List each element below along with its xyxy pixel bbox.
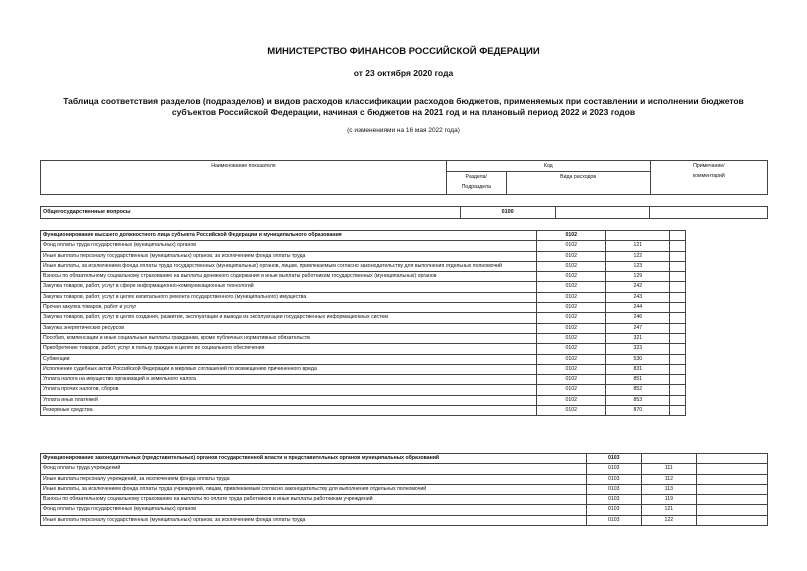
row-name: Субвенции [41, 354, 537, 364]
row-name: Исполнение судебных актов Российской Федерации и мировых соглашений по возмещению причиненного вреда [41, 364, 537, 374]
row-name: Фонд оплаты труда государственных (муниципальных) органов [41, 241, 537, 251]
row-expense-code: 122 [641, 515, 696, 525]
row-name: Иные выплаты, за исключением фонда оплаты труда государственных (муниципальных) органов, лицам, привлекаемым согласно законодательству для выполнения отдельных полномочий [41, 261, 537, 271]
row-note [670, 364, 686, 374]
section-expense [555, 207, 649, 219]
row-expense-code: 243 [606, 292, 670, 302]
row-note [670, 385, 686, 395]
block-0102-table [40, 230, 686, 416]
table-row [41, 464, 768, 474]
row-expense-code: 129 [606, 272, 670, 282]
row-name: Уплата иных платежей [41, 395, 537, 405]
row-expense-code: 530 [606, 354, 670, 364]
header-table [40, 160, 768, 195]
row-note [696, 515, 767, 525]
table-row [41, 313, 686, 323]
block-code: 0102 [537, 231, 606, 241]
amendment-note: (с изменениями на 16 мая 2022 года) [347, 127, 460, 134]
row-name: Пособия, компенсации и иные социальные выплаты гражданам, кроме публичных нормативных обязательств [41, 333, 537, 343]
row-name: Фонд оплаты труда учреждений [41, 464, 587, 474]
table-row [41, 395, 686, 405]
table-row [41, 354, 686, 364]
row-name: Закупка товаров, работ, услуг в сфере информационно-коммуникационных технологий [41, 282, 537, 292]
row-note [696, 495, 767, 505]
row-expense-code: 242 [606, 282, 670, 292]
row-section-code: 0102 [537, 303, 606, 313]
table-row [41, 261, 686, 271]
table-row [41, 385, 686, 395]
row-section-code: 0102 [537, 261, 606, 271]
document-title: Таблица соответствия разделов (подразделов) и видов расходов классификации расходов бюджетов, применяемых при составлении и исполнении бюджетов субъектов Российской Федерации, начиная с бюджетов на 2021 год и на плановый период 2022 и 2023 годов [63, 96, 744, 117]
row-section-code: 0102 [537, 344, 606, 354]
row-section-code: 0103 [586, 515, 641, 525]
row-section-code: 0102 [537, 251, 606, 261]
row-section-code: 0103 [586, 464, 641, 474]
row-name: Прочая закупка товаров, работ и услуг [41, 303, 537, 313]
row-note [670, 375, 686, 385]
section-note [649, 207, 767, 219]
table-row [41, 495, 768, 505]
block-note [670, 231, 686, 241]
row-note [670, 313, 686, 323]
row-section-code: 0103 [586, 495, 641, 505]
row-section-code: 0102 [537, 272, 606, 282]
row-expense-code: 321 [606, 333, 670, 343]
row-section-code: 0102 [537, 406, 606, 416]
table-row [41, 364, 686, 374]
row-note [670, 354, 686, 364]
row-expense-code: 244 [606, 303, 670, 313]
table-row [41, 333, 686, 343]
row-note [670, 333, 686, 343]
row-expense-code: 852 [606, 385, 670, 395]
row-note [670, 406, 686, 416]
row-note [670, 292, 686, 302]
row-expense-code: 851 [606, 375, 670, 385]
table-row [41, 292, 686, 302]
block-name: Функционирование высшего должностного лица субъекта Российской Федерации и муниципального образования [41, 231, 537, 241]
row-section-code: 0102 [537, 354, 606, 364]
row-note [670, 303, 686, 313]
row-expense-code: 121 [641, 505, 696, 515]
row-name: Закупка товаров, работ, услуг в целях капитального ремонта государственного (муниципального) имущества [41, 292, 537, 302]
row-name: Закупка энергетических ресурсов [41, 323, 537, 333]
row-expense-code: 121 [606, 241, 670, 251]
row-section-code: 0102 [537, 395, 606, 405]
row-name: Закупка товаров, работ, услуг в целях создания, развития, эксплуатации и вывода из эксплуатации государственных информационных систем [41, 313, 537, 323]
section-name: Общегосударственные вопросы [41, 207, 461, 219]
row-section-code: 0102 [537, 333, 606, 343]
row-expense-code: 111 [641, 464, 696, 474]
row-note [670, 272, 686, 282]
row-section-code: 0103 [586, 474, 641, 484]
row-expense-code: 853 [606, 395, 670, 405]
row-expense-code: 831 [606, 364, 670, 374]
row-name: Иные выплаты персоналу учреждений, за исключением фонда оплаты труда [41, 474, 587, 484]
table-row [41, 282, 686, 292]
block-expense [641, 454, 696, 464]
row-note [670, 323, 686, 333]
section-row [41, 207, 768, 219]
row-note [670, 251, 686, 261]
row-expense-code: 119 [641, 495, 696, 505]
table-row [41, 344, 686, 354]
row-name: Взносы по обязательному социальному страхованию на выплаты денежного содержания и иные выплаты работникам государственных (муниципальных) органов [41, 272, 537, 282]
row-name: Уплата прочих налогов, сборов [41, 385, 537, 395]
row-section-code: 0102 [537, 385, 606, 395]
row-note [670, 261, 686, 271]
header-name: Наименование показателя [41, 161, 447, 195]
row-expense-code: 122 [606, 251, 670, 261]
row-name: Фонд оплаты труда государственных (муниципальных) органов [41, 505, 587, 515]
row-name: Уплата налога на имущество организаций и земельного налога [41, 375, 537, 385]
row-name: Взносы по обязательному социальному страхованию на выплаты по оплате труда работников и иные выплаты работникам учреждений [41, 495, 587, 505]
row-section-code: 0102 [537, 323, 606, 333]
row-section-code: 0102 [537, 292, 606, 302]
row-name: Иные выплаты персоналу государственных (муниципальных) органов, за исключением фонда оплаты труда [41, 515, 587, 525]
table-row [41, 323, 686, 333]
block-header-row [41, 231, 686, 241]
block-expense [606, 231, 670, 241]
table-row [41, 303, 686, 313]
table-row [41, 505, 768, 515]
row-section-code: 0103 [586, 505, 641, 515]
header-expense: Вида расходов [506, 172, 650, 195]
row-name: Резервные средства [41, 406, 537, 416]
row-section-code: 0103 [586, 484, 641, 494]
row-expense-code: 113 [641, 484, 696, 494]
row-note [696, 464, 767, 474]
row-section-code: 0102 [537, 364, 606, 374]
block-0103-table [40, 453, 768, 526]
header-note-line2: комментарий [692, 172, 725, 179]
table-row [41, 241, 686, 251]
table-row [41, 251, 686, 261]
row-expense-code: 246 [606, 313, 670, 323]
table-row [41, 515, 768, 525]
table-row [41, 406, 686, 416]
header-section-line2: Подраздела [461, 183, 491, 190]
row-note [696, 474, 767, 484]
block-code: 0103 [586, 454, 641, 464]
block-header-row [41, 454, 768, 464]
header-code: Код [446, 161, 650, 172]
row-name: Иные выплаты персоналу государственных (муниципальных) органов, за исключением фонда оплаты труда [41, 251, 537, 261]
row-note [696, 505, 767, 515]
block-name: Функционирование законодательных (представительных) органов государственной власти и представительных органов муниципальных образований [41, 454, 587, 464]
row-name: Иные выплаты, за исключением фонда оплаты труда учреждений, лицам, привлекаемым согласно законодательству для выполнения отдельных полномочий [41, 484, 587, 494]
row-note [670, 344, 686, 354]
table-row [41, 484, 768, 494]
table-row [41, 474, 768, 484]
row-note [670, 282, 686, 292]
block-note [696, 454, 767, 464]
table-row [41, 375, 686, 385]
header-note [650, 161, 767, 195]
row-expense-code: 870 [606, 406, 670, 416]
row-section-code: 0102 [537, 241, 606, 251]
row-expense-code: 112 [641, 474, 696, 484]
row-expense-code: 323 [606, 344, 670, 354]
row-note [670, 241, 686, 251]
header-note-line1: Примечание/ [693, 163, 725, 169]
row-expense-code: 247 [606, 323, 670, 333]
row-note [670, 395, 686, 405]
row-section-code: 0102 [537, 375, 606, 385]
row-section-code: 0102 [537, 282, 606, 292]
section-table [40, 206, 768, 219]
row-name: Приобретение товаров, работ, услуг в пользу граждан в целях их социального обеспечения [41, 344, 537, 354]
row-section-code: 0102 [537, 313, 606, 323]
row-note [696, 484, 767, 494]
ministry-title: МИНИСТЕРСТВО ФИНАНСОВ РОССИЙСКОЙ ФЕДЕРАЦИИ [267, 46, 540, 57]
row-expense-code: 123 [606, 261, 670, 271]
header-section [446, 172, 506, 195]
table-row [41, 272, 686, 282]
document-date: от 23 октября 2020 года [353, 68, 454, 78]
section-code: 0100 [460, 207, 555, 219]
header-section-line1: Раздела/ [465, 174, 488, 180]
